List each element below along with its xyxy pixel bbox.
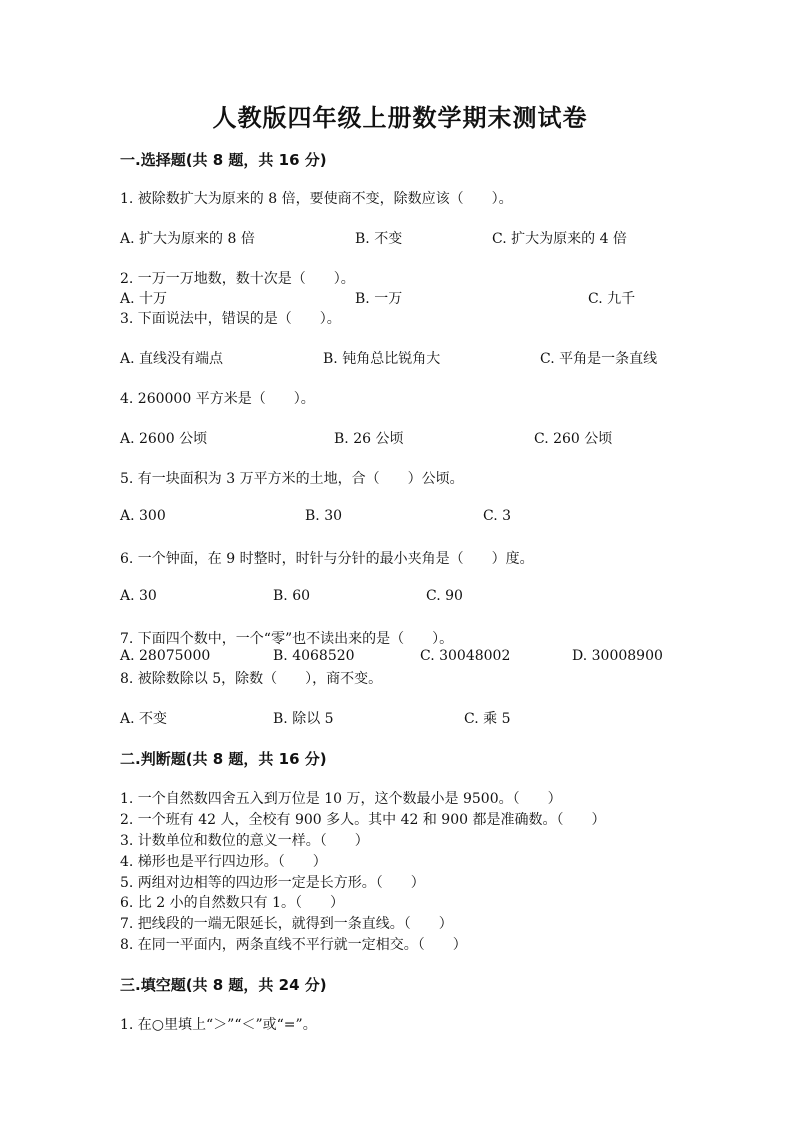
option-4c: C. 260 公顷 [534,431,613,447]
option-7d: D. 30008900 [572,648,663,664]
option-5b: B. 30 [305,508,343,524]
judge-item-2: 2. 一个班有 42 人，全校有 900 多人。其中 42 和 900 都是准确数。（ ） [120,812,606,828]
option-6c: C. 90 [426,588,463,604]
question-5: 5. 有一块面积为 3 万平方米的土地，合（ ）公顷。 [120,471,464,487]
option-3a: A. 直线没有端点 [120,351,224,367]
option-3b: B. 钝角总比锐角大 [323,351,441,367]
option-2a: A. 十万 [120,291,168,307]
fill-question-1: 1. 在○里填上“＞”“＜”或“=”。 [120,1017,317,1033]
option-8b: B. 除以 5 [273,711,334,727]
section-heading-choice: 一.选择题(共 8 题，共 16 分) [120,151,327,169]
option-2c: C. 九千 [588,291,636,307]
option-5a: A. 300 [120,508,166,524]
option-2b: B. 一万 [355,291,403,307]
question-8: 8. 被除数除以 5，除数（ ），商不变。 [120,671,383,687]
option-7c: C. 30048002 [420,648,511,664]
option-7a: A. 28075000 [120,648,211,664]
option-6b: B. 60 [273,588,311,604]
judge-item-8: 8. 在同一平面内，两条直线不平行就一定相交。（ ） [120,937,467,953]
question-7: 7. 下面四个数中，一个“零”也不读出来的是（ ）。 [120,631,454,647]
option-7b: B. 4068520 [273,648,355,664]
question-2: 2. 一万一万地数，数十次是（ ）。 [120,271,355,287]
option-4b: B. 26 公顷 [334,431,404,447]
judge-item-6: 6. 比 2 小的自然数只有 1。（ ） [120,895,344,911]
judge-item-1: 1. 一个自然数四舍五入到万位是 10 万，这个数最小是 9500。（ ） [120,791,562,807]
question-6: 6. 一个钟面，在 9 时整时，时针与分针的最小夹角是（ ）度。 [120,551,534,567]
option-1b: B. 不变 [355,231,403,247]
option-8c: C. 乘 5 [464,711,511,727]
judge-item-3: 3. 计数单位和数位的意义一样。（ ） [120,833,369,849]
option-6a: A. 30 [120,588,157,604]
option-3c: C. 平角是一条直线 [540,351,658,367]
judge-item-5: 5. 两组对边相等的四边形一定是长方形。（ ） [120,875,425,891]
section-heading-fill: 三.填空题(共 8 题，共 24 分) [120,976,327,994]
option-1a: A. 扩大为原来的 8 倍 [120,231,255,247]
question-3: 3. 下面说法中，错误的是（ ）。 [120,311,341,327]
question-1: 1. 被除数扩大为原来的 8 倍，要使商不变，除数应该（ ）。 [120,191,513,207]
judge-item-7: 7. 把线段的一端无限延长，就得到一条直线。（ ） [120,916,453,932]
option-1c: C. 扩大为原来的 4 倍 [492,231,627,247]
option-8a: A. 不变 [120,711,168,727]
judge-item-4: 4. 梯形也是平行四边形。（ ） [120,854,327,870]
option-5c: C. 3 [483,508,512,524]
question-4: 4. 260000 平方米是（ ）。 [120,391,315,407]
option-4a: A. 2600 公顷 [120,431,208,447]
page-title: 人教版四年级上册数学期末测试卷 [212,103,588,132]
section-heading-judge: 二.判断题(共 8 题，共 16 分) [120,750,327,768]
